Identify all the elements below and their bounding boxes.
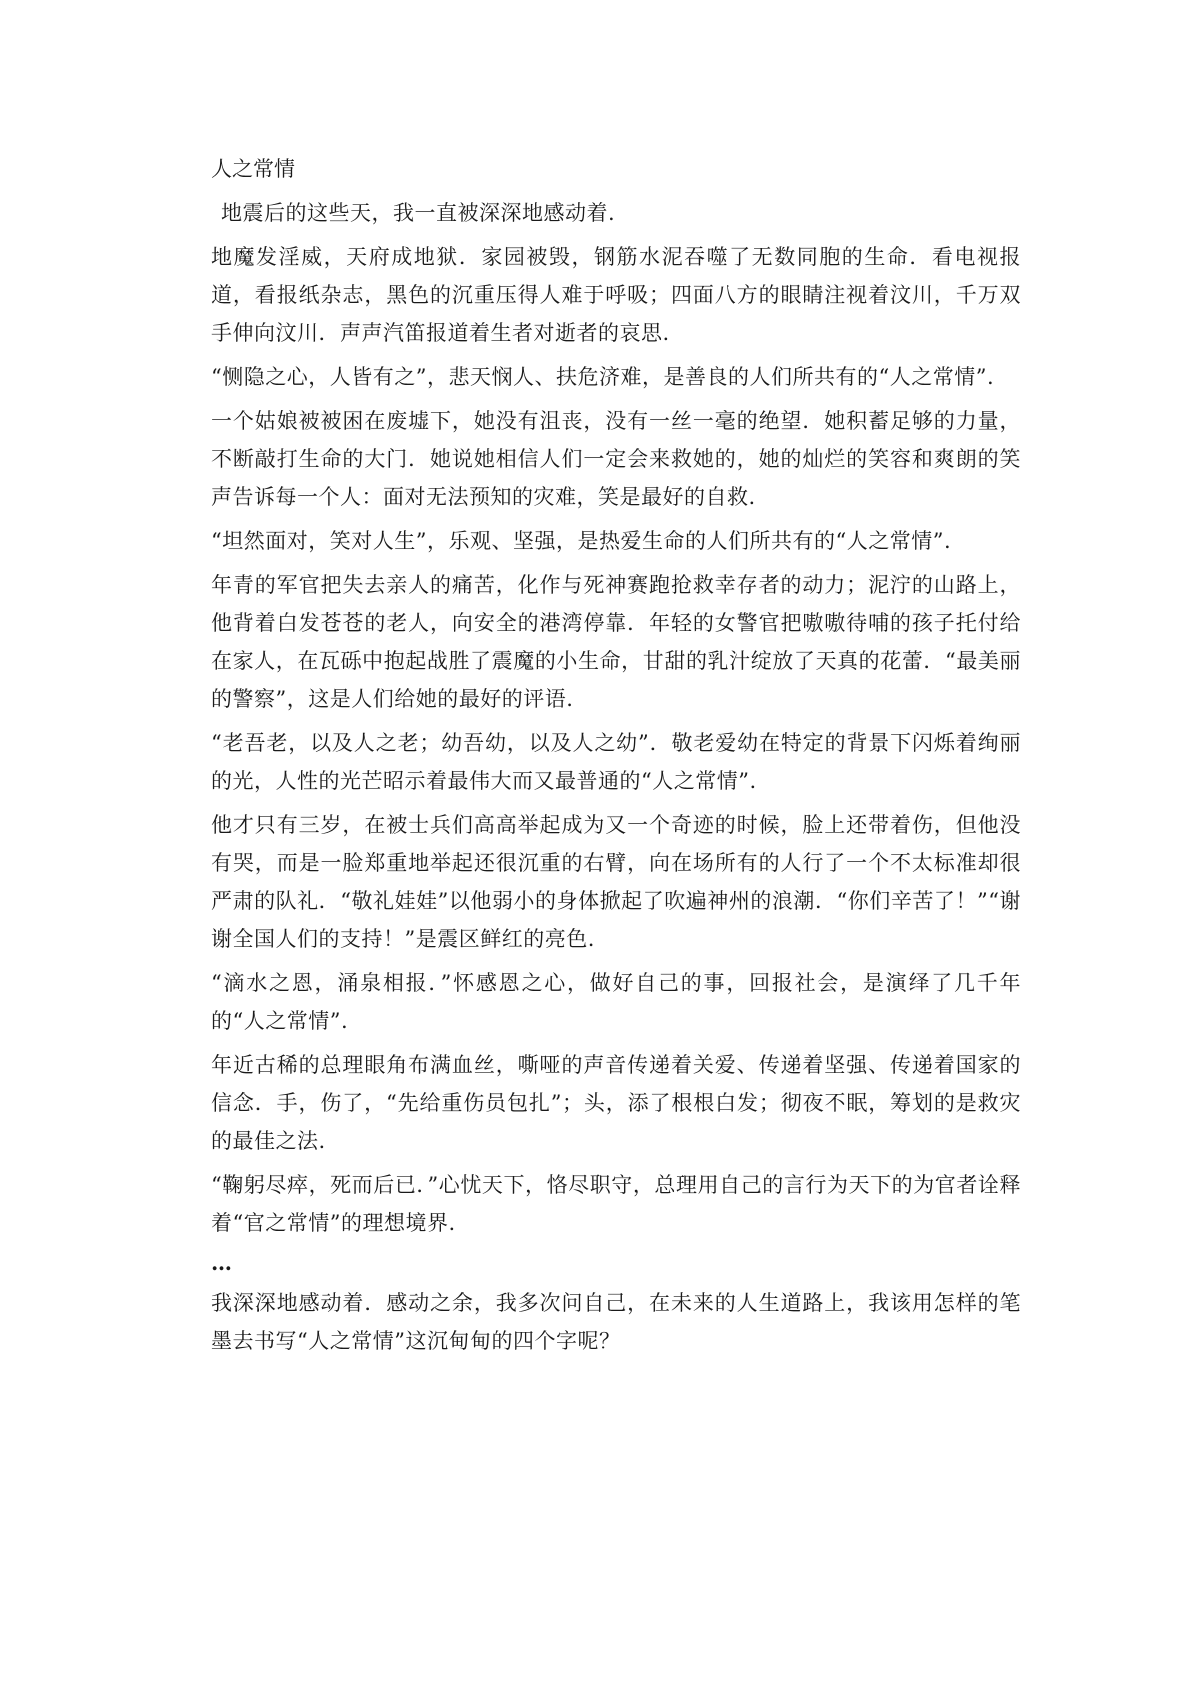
paragraph-4: 一个姑娘被被困在废墟下，她没有沮丧，没有一丝一毫的绝望．她积蓄足够的力量，不断敲打生命的大门．她说她相信人们一定会来救她的，她的灿烂的笑容和爽朗的笑声告诉每一个人：面对无法预知的灾难，笑是最好的自救. [211,409,1021,509]
paragraph-10: 年近古稀的总理眼角布满血丝，嘶哑的声音传递着关爱、传递着坚强、传递着国家的信念．手，伤了，“先给重伤员包扎”；头，添了根根白发；彻夜不眠，筹划的是救灾的最佳之法. [211,1053,1021,1153]
ellipsis-marker: … [211,1250,232,1275]
paragraph-1: 地震后的这些天，我一直被深深地感动着. [221,201,616,225]
document-body [211,150,1021,1366]
paragraph-6: 年青的军官把失去亲人的痛苦，化作与死神赛跑抢救幸存者的动力；泥泞的山路上，他背着白发苍苍的老人，向安全的港湾停靠．年轻的女警官把嗷嗷待哺的孩子托付给在家人，在瓦砾中抱起战胜了震魔的小生命，甘甜的乳汁绽放了天真的花蕾．“最美丽的警察”，这是人们给她的最好的评语. [211,573,1021,711]
paragraph-7: “老吾老，以及人之老；幼吾幼，以及人之幼”．敬老爱幼在特定的背景下闪烁着绚丽的光，人性的光芒昭示着最伟大而又最普通的“人之常情”. [211,731,1021,793]
paragraph-5: “坦然面对，笑对人生”，乐观、坚强，是热爱生命的人们所共有的“人之常情”. [211,529,952,553]
paragraph-11: “鞠躬尽瘁，死而后已．”心忧天下，恪尽职守，总理用自己的言行为天下的为官者诠释着“官之常情”的理想境界. [211,1173,1021,1235]
paragraph-2: 地魔发淫威，天府成地狱．家园被毁，钢筋水泥吞噬了无数同胞的生命．看电视报道，看报纸杂志，黑色的沉重压得人难于呼吸；四面八方的眼睛注视着汶川，千万双手伸向汶川．声声汽笛报道着生者对逝者的哀思. [211,245,1021,345]
paragraph-3: “恻隐之心，人皆有之”，悲天悯人、扶危济难，是善良的人们所共有的“人之常情”. [211,365,995,389]
document-title: 人之常情 [211,157,295,181]
closing-paragraph: 我深深地感动着．感动之余，我多次问自己，在未来的人生道路上，我该用怎样的笔墨去书写“人之常情”这沉甸甸的四个字呢？ [211,1291,1021,1353]
paragraph-8: 他才只有三岁，在被士兵们高高举起成为又一个奇迹的时候，脸上还带着伤，但他没有哭，而是一脸郑重地举起还很沉重的右臂，向在场所有的人行了一个不太标准却很严肃的队礼．“敬礼娃娃”以他弱小的身体掀起了吹遍神州的浪潮．“你们辛苦了！”“谢谢全国人们的支持！”是震区鲜红的亮色. [211,813,1021,951]
paragraph-9: “滴水之恩，涌泉相报．”怀感恩之心，做好自己的事，回报社会，是演绎了几千年的“人之常情”. [211,971,1021,1033]
